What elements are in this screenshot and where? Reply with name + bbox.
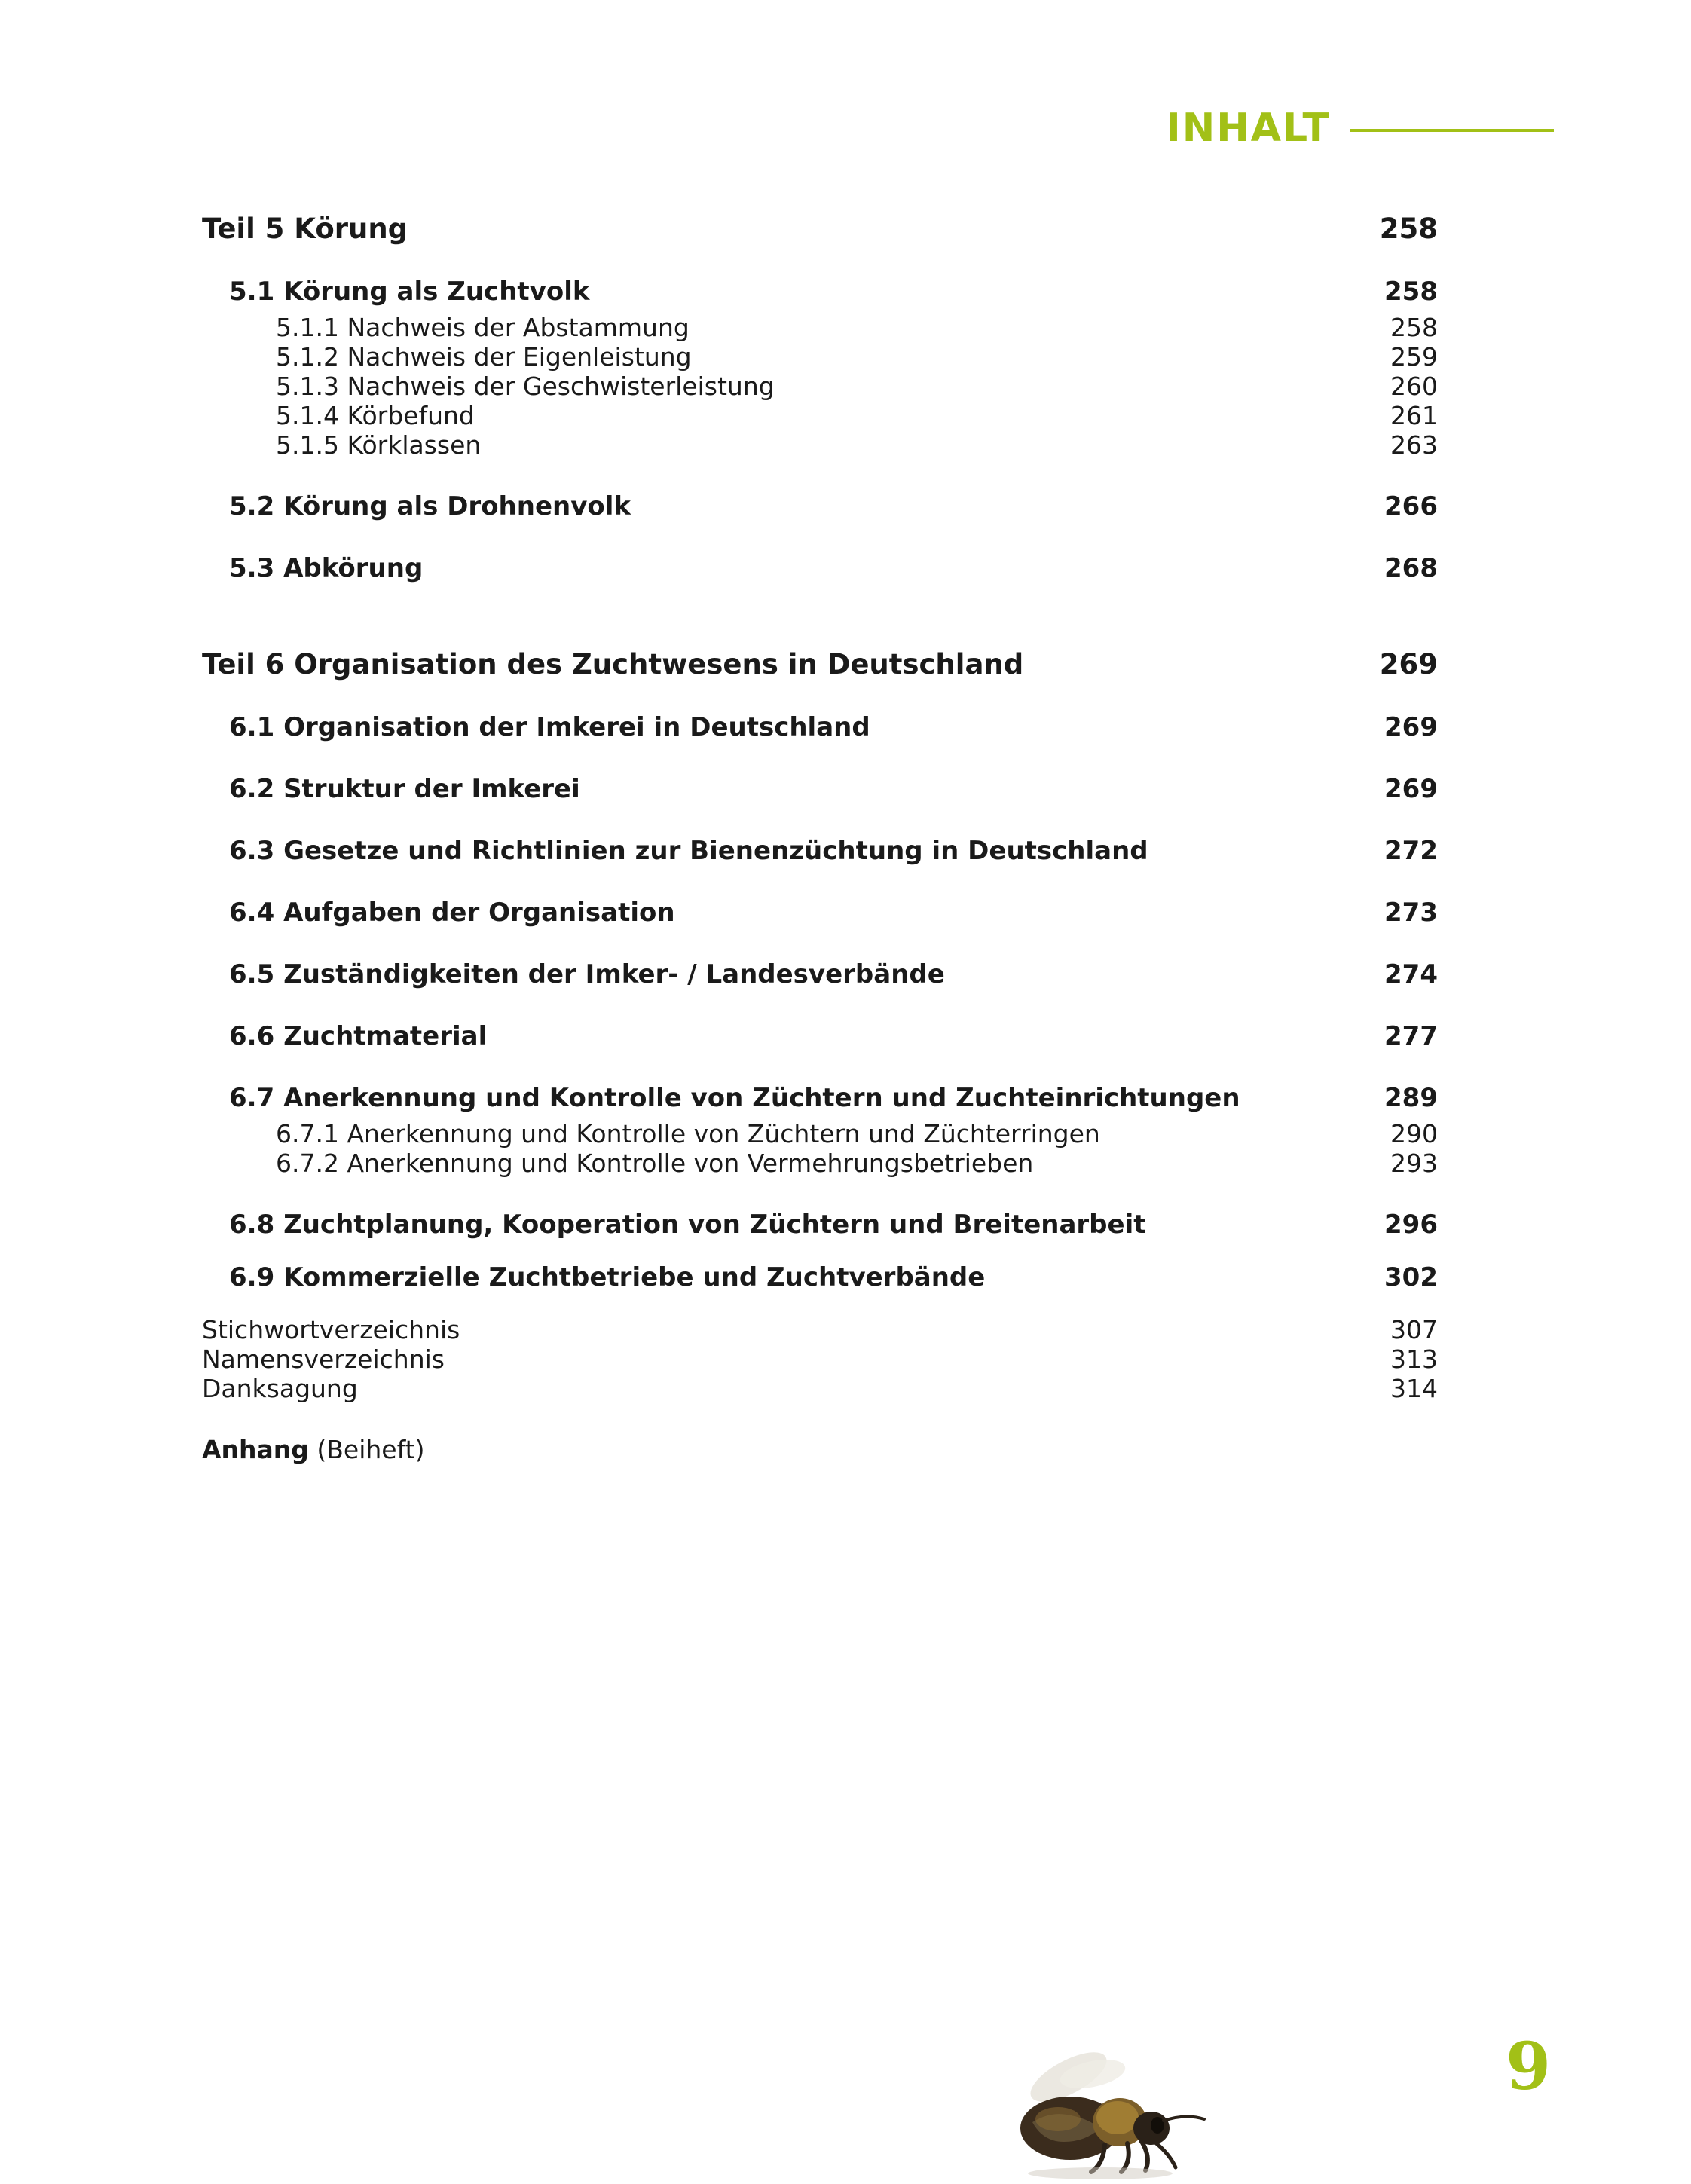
toc-entry-page: 314 [1390,1374,1438,1403]
spacer [202,1240,1438,1262]
toc-entry-page: 302 [1384,1262,1438,1292]
spacer [202,928,1438,959]
spacer [202,460,1438,491]
spacer [202,804,1438,836]
page-title: INHALT [1166,106,1331,151]
toc-entry-subsection[interactable] [202,1119,1438,1149]
toc-entry-label: 6.9 Kommerzielle Zuchtbetriebe und Zuchtverbände [229,1262,986,1292]
toc-entry-page: 261 [1390,401,1438,430]
toc-entry-label: 5.1.1 Nachweis der Abstammung [276,313,690,342]
toc-entry-section[interactable] [202,553,1438,583]
toc-entry-label: 6.6 Zuchtmaterial [229,1021,488,1051]
toc-entry-page: 290 [1390,1119,1438,1149]
toc-entry-page: 268 [1384,553,1438,583]
toc-entry-section[interactable] [202,491,1438,522]
toc-entry-section[interactable] [202,774,1438,804]
toc-entry-page: 258 [1390,313,1438,342]
toc-entry-label: 6.4 Aufgaben der Organisation [229,898,675,928]
toc-entry-label: 5.1.2 Nachweis der Eigenleistung [276,342,692,372]
page-header [1166,106,1554,151]
toc-entry-section[interactable] [202,1021,1438,1051]
toc-entry-part[interactable] [202,648,1438,681]
spacer [202,307,1438,313]
toc-entry-section[interactable] [202,1210,1438,1240]
spacer [202,1051,1438,1083]
toc-entry-page: 313 [1390,1344,1438,1374]
toc-entry-page: 269 [1384,712,1438,742]
toc-entry-subsection[interactable] [202,372,1438,401]
spacer [202,1178,1438,1210]
table-of-contents [202,213,1438,1464]
honey-bee-icon [980,2030,1236,2181]
spacer [202,1292,1438,1315]
toc-entry-backmatter[interactable] [202,1374,1438,1403]
spacer [202,990,1438,1021]
toc-entry-label: Namensverzeichnis [202,1344,445,1374]
spacer [202,522,1438,553]
toc-entry-page: 260 [1390,372,1438,401]
toc-entry-page: 263 [1390,430,1438,460]
toc-entry-page: 272 [1384,836,1438,866]
toc-entry-label: 6.2 Struktur der Imkerei [229,774,580,804]
toc-entry-label: 6.7 Anerkennung und Kontrolle von Züchtern und Zuchteinrichtungen [229,1083,1240,1113]
toc-entry-label: 6.7.2 Anerkennung und Kontrolle von Vermehrungsbetrieben [276,1149,1034,1178]
toc-entry-subsection[interactable] [202,401,1438,430]
toc-entry-page: 273 [1384,898,1438,928]
toc-entry-label: 5.1.3 Nachweis der Geschwisterleistung [276,372,775,401]
spacer [202,1113,1438,1119]
toc-entry-section[interactable] [202,898,1438,928]
toc-entry-page: 258 [1379,213,1438,245]
toc-entry-page: 296 [1384,1210,1438,1240]
toc-entry-subsection[interactable] [202,1149,1438,1178]
spacer [202,583,1438,648]
toc-entry-page: 289 [1384,1083,1438,1113]
appendix-label: Anhang [202,1435,309,1464]
spacer [202,742,1438,774]
toc-entry-subsection[interactable] [202,430,1438,460]
toc-entry-section[interactable] [202,277,1438,307]
appendix-note: (Beiheft) [308,1435,425,1464]
toc-entry-page: 293 [1390,1149,1438,1178]
toc-entry-page: 269 [1384,774,1438,804]
toc-entry-label: 6.8 Zuchtplanung, Kooperation von Züchtern und Breitenarbeit [229,1210,1146,1240]
toc-entry-part[interactable] [202,213,1438,245]
toc-entry-backmatter[interactable] [202,1344,1438,1374]
toc-entry-label: 6.7.1 Anerkennung und Kontrolle von Züchtern und Züchterringen [276,1119,1100,1149]
toc-entry-label: Teil 5 Körung [202,213,408,245]
toc-entry-page: 307 [1390,1315,1438,1344]
toc-entry-section[interactable] [202,1262,1438,1292]
toc-entry-page: 259 [1390,342,1438,372]
header-rule [1350,129,1554,132]
toc-entry-label: 5.2 Körung als Drohnenvolk [229,491,631,522]
toc-entry-section[interactable] [202,712,1438,742]
toc-entry-section[interactable] [202,1083,1438,1113]
toc-entry-section[interactable] [202,959,1438,990]
toc-entry-label: 5.1.4 Körbefund [276,401,475,430]
toc-entry-page: 269 [1379,648,1438,681]
toc-entry-label: 5.1.5 Körklassen [276,430,482,460]
toc-entry-label: Teil 6 Organisation des Zuchtwesens in Deutschland [202,648,1024,681]
toc-entry-label: 5.3 Abkörung [229,553,424,583]
toc-entry-label: 6.3 Gesetze und Richtlinien zur Bienenzüchtung in Deutschland [229,836,1148,866]
toc-entry-subsection[interactable] [202,313,1438,342]
toc-entry-page: 258 [1384,277,1438,307]
page-number: 9 [1506,2029,1551,2105]
toc-entry-label: 6.5 Zuständigkeiten der Imker- / Landesverbände [229,959,945,990]
toc-entry-page: 274 [1384,959,1438,990]
toc-entry-appendix[interactable] [202,1435,1438,1464]
toc-entry-subsection[interactable] [202,342,1438,372]
spacer [202,1403,1438,1435]
toc-entry-label: 6.1 Organisation der Imkerei in Deutschland [229,712,870,742]
spacer [202,681,1438,712]
toc-entry-label: Danksagung [202,1374,358,1403]
toc-entry-label: Stichwortverzeichnis [202,1315,460,1344]
spacer [202,866,1438,898]
toc-entry-backmatter[interactable] [202,1315,1438,1344]
toc-entry-page: 277 [1384,1021,1438,1051]
spacer [202,245,1438,277]
toc-entry-page: 266 [1384,491,1438,522]
toc-entry-label: 5.1 Körung als Zuchtvolk [229,277,590,307]
toc-entry-section[interactable] [202,836,1438,866]
